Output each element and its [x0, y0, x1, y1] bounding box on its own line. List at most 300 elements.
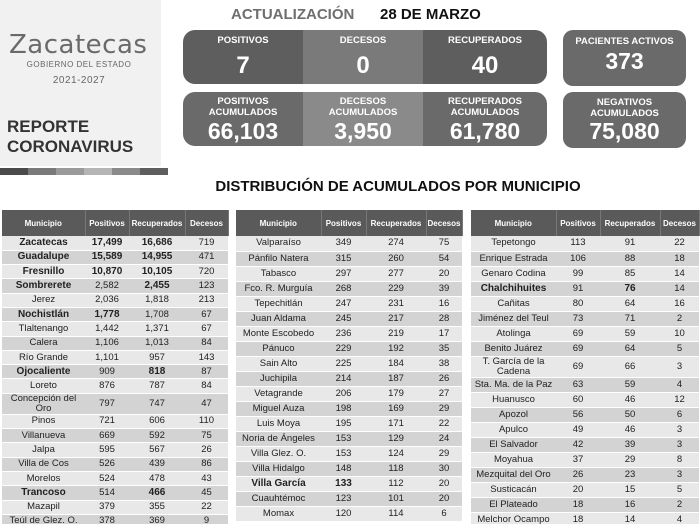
municipio-cell: Trancoso	[2, 486, 85, 500]
table-row	[471, 296, 699, 311]
positivos-cell: 20	[556, 483, 600, 498]
recuperados-cell: 50	[600, 407, 660, 422]
table-row	[2, 514, 228, 524]
decesos-cell: 87	[185, 365, 228, 379]
stat-value: 61,780	[449, 118, 521, 144]
report-title-line2: CORONAVIRUS	[7, 137, 134, 156]
table-row	[2, 250, 228, 264]
col-header-positivos: Positivos	[321, 210, 366, 236]
decesos-cell: 27	[426, 386, 462, 401]
positivos-cell: 73	[556, 311, 600, 326]
decesos-cell: 39	[426, 281, 462, 296]
decesos-cell: 143	[185, 350, 228, 364]
table-row	[236, 462, 462, 477]
table-row	[2, 365, 228, 379]
decesos-cell: 5	[660, 483, 699, 498]
decesos-cell: 43	[185, 471, 228, 485]
positivos-cell: 42	[556, 438, 600, 453]
decesos-cell: 213	[185, 293, 228, 307]
decesos-cell: 84	[185, 336, 228, 350]
municipio-cell: Villanueva	[2, 429, 85, 443]
positivos-cell: 113	[556, 236, 600, 251]
decesos-cell: 20	[426, 266, 462, 281]
table-row	[236, 507, 462, 522]
table-row	[2, 307, 228, 321]
table-header-row	[471, 210, 699, 236]
municipio-cell: Moyahua	[471, 453, 556, 468]
decesos-cell: 5	[660, 341, 699, 356]
recuperados-cell: 1,013	[129, 336, 185, 350]
positivos-cell: 315	[321, 251, 366, 266]
stat-value: 75,080	[589, 118, 660, 144]
stat-label: NEGATIVOS ACUMULADOS	[590, 97, 659, 119]
recuperados-cell: 1,818	[129, 293, 185, 307]
table-row	[471, 311, 699, 326]
decesos-cell: 2	[660, 498, 699, 513]
positivos-cell: 198	[321, 402, 366, 417]
stat-label: RECUPERADOS ACUMULADOS	[448, 96, 522, 118]
positivos-cell: 1,442	[85, 322, 129, 336]
decesos-cell: 45	[185, 486, 228, 500]
decesos-cell: 47	[185, 393, 228, 414]
positivos-cell: 524	[85, 471, 129, 485]
municipio-cell: Jiménez del Teul	[471, 311, 556, 326]
municipio-cell: Noria de Ángeles	[236, 432, 321, 447]
municipio-cell: Mazapil	[2, 500, 85, 514]
positivos-cell: 80	[556, 296, 600, 311]
positivos-cell: 595	[85, 443, 129, 457]
decesos-cell: 110	[185, 414, 228, 428]
decesos-cell: 16	[660, 296, 699, 311]
recuperados-cell: 129	[366, 432, 426, 447]
decesos-cell: 2	[660, 311, 699, 326]
recuperados-cell: 46	[600, 423, 660, 438]
stat-label: POSITIVOS ACUMULADOS	[208, 96, 278, 118]
table-row	[2, 393, 228, 414]
cumulative-deaths	[303, 92, 423, 146]
col-header-recuperados: Recuperados	[366, 210, 426, 236]
decesos-cell: 16	[426, 296, 462, 311]
table-header-row	[236, 210, 462, 236]
decesos-cell: 10	[660, 326, 699, 341]
positivos-cell: 153	[321, 447, 366, 462]
municipio-cell: Miguel Auza	[236, 402, 321, 417]
municipio-cell: Luis Moya	[236, 417, 321, 432]
table-row	[236, 371, 462, 386]
recuperados-cell: 169	[366, 402, 426, 417]
decesos-cell: 12	[660, 392, 699, 407]
stat-value: 373	[605, 48, 644, 74]
decesos-cell: 75	[185, 429, 228, 443]
decesos-cell: 3	[660, 356, 699, 377]
positivos-cell: 2,036	[85, 293, 129, 307]
table-row	[2, 293, 228, 307]
stripe-segment	[84, 168, 112, 175]
active-patients	[563, 30, 686, 86]
recuperados-cell: 229	[366, 281, 426, 296]
positivos-cell: 349	[321, 236, 366, 251]
brand-panel	[0, 0, 164, 166]
positivos-cell: 721	[85, 414, 129, 428]
recuperados-cell: 101	[366, 492, 426, 507]
municipio-cell: Villa García	[236, 477, 321, 492]
positivos-cell: 99	[556, 266, 600, 281]
decesos-cell: 28	[426, 311, 462, 326]
positivos-cell: 123	[321, 492, 366, 507]
municipio-cell: Pánuco	[236, 341, 321, 356]
col-header-decesos: Decesos	[660, 210, 699, 236]
daily-recovered	[423, 30, 547, 84]
recuperados-cell: 14	[600, 513, 660, 524]
decesos-cell: 18	[660, 251, 699, 266]
recuperados-cell: 23	[600, 468, 660, 483]
col-header-positivos: Positivos	[556, 210, 600, 236]
table-row	[471, 498, 699, 513]
positivos-cell: 69	[556, 341, 600, 356]
col-header-recuperados: Recuperados	[600, 210, 660, 236]
positivos-cell: 1,106	[85, 336, 129, 350]
positivos-cell: 153	[321, 432, 366, 447]
municipio-cell: Susticacán	[471, 483, 556, 498]
recuperados-cell: 567	[129, 443, 185, 457]
municipio-cell: Vetagrande	[236, 386, 321, 401]
recuperados-cell: 88	[600, 251, 660, 266]
recuperados-cell: 747	[129, 393, 185, 414]
decesos-cell: 4	[660, 377, 699, 392]
table-row	[471, 483, 699, 498]
stat-value: 3,950	[334, 118, 392, 144]
municipio-cell: Fco. R. Murguía	[236, 281, 321, 296]
recuperados-cell: 66	[600, 356, 660, 377]
positivos-cell: 378	[85, 514, 129, 524]
table-row	[236, 236, 462, 251]
table-row	[236, 492, 462, 507]
update-date: 28 DE MARZO	[380, 6, 481, 23]
positivos-cell: 133	[321, 477, 366, 492]
municipio-cell: Mezquital del Oro	[471, 468, 556, 483]
municipio-cell: Melchor Ocampo	[471, 513, 556, 524]
positivos-cell: 268	[321, 281, 366, 296]
recuperados-cell: 2,455	[129, 279, 185, 293]
table-row	[236, 296, 462, 311]
decesos-cell: 720	[185, 265, 228, 279]
positivos-cell: 909	[85, 365, 129, 379]
table-row	[236, 311, 462, 326]
update-label: ACTUALIZACIÓN	[231, 6, 355, 23]
cumulative-recovered	[423, 92, 547, 146]
recuperados-cell: 14,955	[129, 250, 185, 264]
recuperados-cell: 592	[129, 429, 185, 443]
decesos-cell: 20	[426, 492, 462, 507]
positivos-cell: 56	[556, 407, 600, 422]
recuperados-cell: 64	[600, 296, 660, 311]
recuperados-cell: 59	[600, 377, 660, 392]
table-row	[471, 266, 699, 281]
positivos-cell: 63	[556, 377, 600, 392]
positivos-cell: 206	[321, 386, 366, 401]
distribution-title: DISTRIBUCIÓN DE ACUMULADOS POR MUNICIPIO	[215, 178, 581, 195]
table-row	[471, 341, 699, 356]
decesos-cell: 20	[426, 477, 462, 492]
col-header-decesos: Decesos	[185, 210, 228, 236]
recuperados-cell: 1,371	[129, 322, 185, 336]
decesos-cell: 6	[660, 407, 699, 422]
municipio-cell: Apozol	[471, 407, 556, 422]
municipio-cell: Teúl de Glez. O.	[2, 514, 85, 524]
recuperados-cell: 39	[600, 438, 660, 453]
table-row	[236, 432, 462, 447]
table-row	[236, 281, 462, 296]
municipio-cell: Cuauhtémoc	[236, 492, 321, 507]
decesos-cell: 38	[426, 356, 462, 371]
municipio-cell: Loreto	[2, 379, 85, 393]
stat-value: 66,103	[207, 118, 279, 144]
positivos-cell: 17,499	[85, 236, 129, 250]
municipio-cell: Tabasco	[236, 266, 321, 281]
recuperados-cell: 91	[600, 236, 660, 251]
municipio-cell: Villa de Cos	[2, 457, 85, 471]
stat-value: 7	[236, 52, 250, 79]
municipio-cell: Concepción del Oro	[2, 393, 85, 414]
recuperados-cell: 606	[129, 414, 185, 428]
stripe-segment	[140, 168, 168, 175]
positivos-cell: 2,582	[85, 279, 129, 293]
decesos-cell: 84	[185, 379, 228, 393]
municipio-cell: Pinos	[2, 414, 85, 428]
table-row	[236, 356, 462, 371]
decesos-cell: 29	[426, 447, 462, 462]
cumulative-positive	[183, 92, 303, 146]
municipality-table-2	[236, 210, 463, 522]
positivos-cell: 526	[85, 457, 129, 471]
table-row	[236, 477, 462, 492]
table-row	[236, 417, 462, 432]
decesos-cell: 26	[185, 443, 228, 457]
positivos-cell: 106	[556, 251, 600, 266]
decesos-cell: 123	[185, 279, 228, 293]
col-header-recuperados: Recuperados	[129, 210, 185, 236]
municipio-cell: Calera	[2, 336, 85, 350]
recuperados-cell: 957	[129, 350, 185, 364]
municipio-cell: Apulco	[471, 423, 556, 438]
municipio-cell: Valparaíso	[236, 236, 321, 251]
decesos-cell: 24	[426, 432, 462, 447]
stripe-segment	[28, 168, 56, 175]
table-row	[236, 266, 462, 281]
municipio-cell: Atolinga	[471, 326, 556, 341]
col-header-municipio: Municipio	[236, 210, 321, 236]
decesos-cell: 86	[185, 457, 228, 471]
report-title-line1: REPORTE	[7, 117, 90, 136]
table-row	[2, 336, 228, 350]
recuperados-cell: 112	[366, 477, 426, 492]
positivos-cell: 1,778	[85, 307, 129, 321]
decesos-cell: 54	[426, 251, 462, 266]
positivos-cell: 247	[321, 296, 366, 311]
positivos-cell: 26	[556, 468, 600, 483]
table-row	[471, 407, 699, 422]
positivos-cell: 379	[85, 500, 129, 514]
decesos-cell: 6	[426, 507, 462, 522]
municipio-cell: Chalchihuites	[471, 281, 556, 296]
decesos-cell: 30	[426, 462, 462, 477]
recuperados-cell: 1,708	[129, 307, 185, 321]
decesos-cell: 3	[660, 423, 699, 438]
positivos-cell: 876	[85, 379, 129, 393]
table-row	[471, 281, 699, 296]
positivos-cell: 10,870	[85, 265, 129, 279]
recuperados-cell: 16	[600, 498, 660, 513]
table-row	[471, 392, 699, 407]
municipio-cell: Juan Aldama	[236, 311, 321, 326]
decesos-cell: 719	[185, 236, 228, 250]
recuperados-cell: 274	[366, 236, 426, 251]
municipio-cell: Fresnillo	[2, 265, 85, 279]
municipio-cell: T. García de la Cadena	[471, 356, 556, 377]
recuperados-cell: 71	[600, 311, 660, 326]
table-row	[2, 414, 228, 428]
positivos-cell: 236	[321, 326, 366, 341]
stat-value: 40	[471, 52, 499, 79]
table-row	[2, 443, 228, 457]
recuperados-cell: 466	[129, 486, 185, 500]
negatives-cumulative	[563, 92, 686, 148]
table-row	[236, 341, 462, 356]
positivos-cell: 37	[556, 453, 600, 468]
recuperados-cell: 59	[600, 326, 660, 341]
municipio-cell: Monte Escobedo	[236, 326, 321, 341]
decesos-cell: 17	[426, 326, 462, 341]
stat-label: PACIENTES ACTIVOS	[575, 36, 674, 47]
table-row	[2, 500, 228, 514]
decesos-cell: 26	[426, 371, 462, 386]
decesos-cell: 67	[185, 307, 228, 321]
recuperados-cell: 114	[366, 507, 426, 522]
decesos-cell: 67	[185, 322, 228, 336]
positivos-cell: 69	[556, 326, 600, 341]
recuperados-cell: 478	[129, 471, 185, 485]
positivos-cell: 195	[321, 417, 366, 432]
table-row	[471, 356, 699, 377]
recuperados-cell: 15	[600, 483, 660, 498]
municipio-cell: Pánfilo Natera	[236, 251, 321, 266]
table-row	[471, 236, 699, 251]
brand-years: 2021-2027	[52, 75, 106, 86]
recuperados-cell: 16,686	[129, 236, 185, 250]
municipio-cell: Río Grande	[2, 350, 85, 364]
cumulative-stats	[183, 92, 547, 146]
decesos-cell: 8	[660, 453, 699, 468]
positivos-cell: 18	[556, 498, 600, 513]
municipio-cell: El Plateado	[471, 498, 556, 513]
table-row	[2, 350, 228, 364]
stripe-segment	[0, 168, 28, 175]
table-row	[2, 471, 228, 485]
table-row	[236, 326, 462, 341]
stat-label: POSITIVOS	[217, 35, 269, 46]
decesos-cell: 29	[426, 402, 462, 417]
municipio-cell: Juchipila	[236, 371, 321, 386]
municipio-cell: Tlaltenango	[2, 322, 85, 336]
municipio-cell: Momax	[236, 507, 321, 522]
decesos-cell: 75	[426, 236, 462, 251]
brand-divider	[161, 0, 164, 166]
table-row	[471, 468, 699, 483]
daily-stats	[183, 30, 547, 84]
daily-deaths	[303, 30, 423, 84]
table-row	[2, 279, 228, 293]
recuperados-cell: 260	[366, 251, 426, 266]
municipio-cell: Genaro Codina	[471, 266, 556, 281]
recuperados-cell: 355	[129, 500, 185, 514]
municipio-cell: Villa Glez. O.	[236, 447, 321, 462]
table-row	[471, 251, 699, 266]
municipio-cell: Zacatecas	[2, 236, 85, 250]
positivos-cell: 1,101	[85, 350, 129, 364]
municipio-cell: Villa Hidalgo	[236, 462, 321, 477]
municipio-cell: Jerez	[2, 293, 85, 307]
table-row	[2, 265, 228, 279]
table-row	[2, 236, 228, 250]
table-row	[2, 322, 228, 336]
table-row	[471, 377, 699, 392]
recuperados-cell: 192	[366, 341, 426, 356]
municipio-cell: Ojocaliente	[2, 365, 85, 379]
table-row	[236, 447, 462, 462]
decesos-cell: 4	[660, 513, 699, 524]
table-row	[471, 423, 699, 438]
recuperados-cell: 29	[600, 453, 660, 468]
positivos-cell: 669	[85, 429, 129, 443]
municipio-cell: Nochistlán	[2, 307, 85, 321]
decesos-cell: 14	[660, 266, 699, 281]
table-row	[471, 453, 699, 468]
positivos-cell: 60	[556, 392, 600, 407]
stat-label: DECESOS	[339, 35, 387, 46]
recuperados-cell: 184	[366, 356, 426, 371]
municipio-cell: Tepetongo	[471, 236, 556, 251]
table-row	[471, 513, 699, 524]
municipio-cell: Jalpa	[2, 443, 85, 457]
decesos-cell: 9	[185, 514, 228, 524]
table-row	[2, 486, 228, 500]
recuperados-cell: 277	[366, 266, 426, 281]
brand-name: Zacatecas	[9, 30, 148, 60]
stat-label: RECUPERADOS	[448, 35, 522, 46]
positivos-cell: 214	[321, 371, 366, 386]
recuperados-cell: 85	[600, 266, 660, 281]
positivos-cell: 91	[556, 281, 600, 296]
recuperados-cell: 46	[600, 392, 660, 407]
municipio-cell: Morelos	[2, 471, 85, 485]
recuperados-cell: 64	[600, 341, 660, 356]
col-header-positivos: Positivos	[85, 210, 129, 236]
recuperados-cell: 76	[600, 281, 660, 296]
table-header-row	[2, 210, 228, 236]
col-header-municipio: Municipio	[2, 210, 85, 236]
recuperados-cell: 787	[129, 379, 185, 393]
municipality-table-3	[471, 210, 700, 524]
positivos-cell: 120	[321, 507, 366, 522]
positivos-cell: 148	[321, 462, 366, 477]
recuperados-cell: 118	[366, 462, 426, 477]
table-row	[2, 457, 228, 471]
decesos-cell: 35	[426, 341, 462, 356]
table-row	[2, 429, 228, 443]
stat-value: 0	[356, 52, 370, 79]
table-row	[471, 438, 699, 453]
municipality-table-1	[2, 210, 229, 524]
